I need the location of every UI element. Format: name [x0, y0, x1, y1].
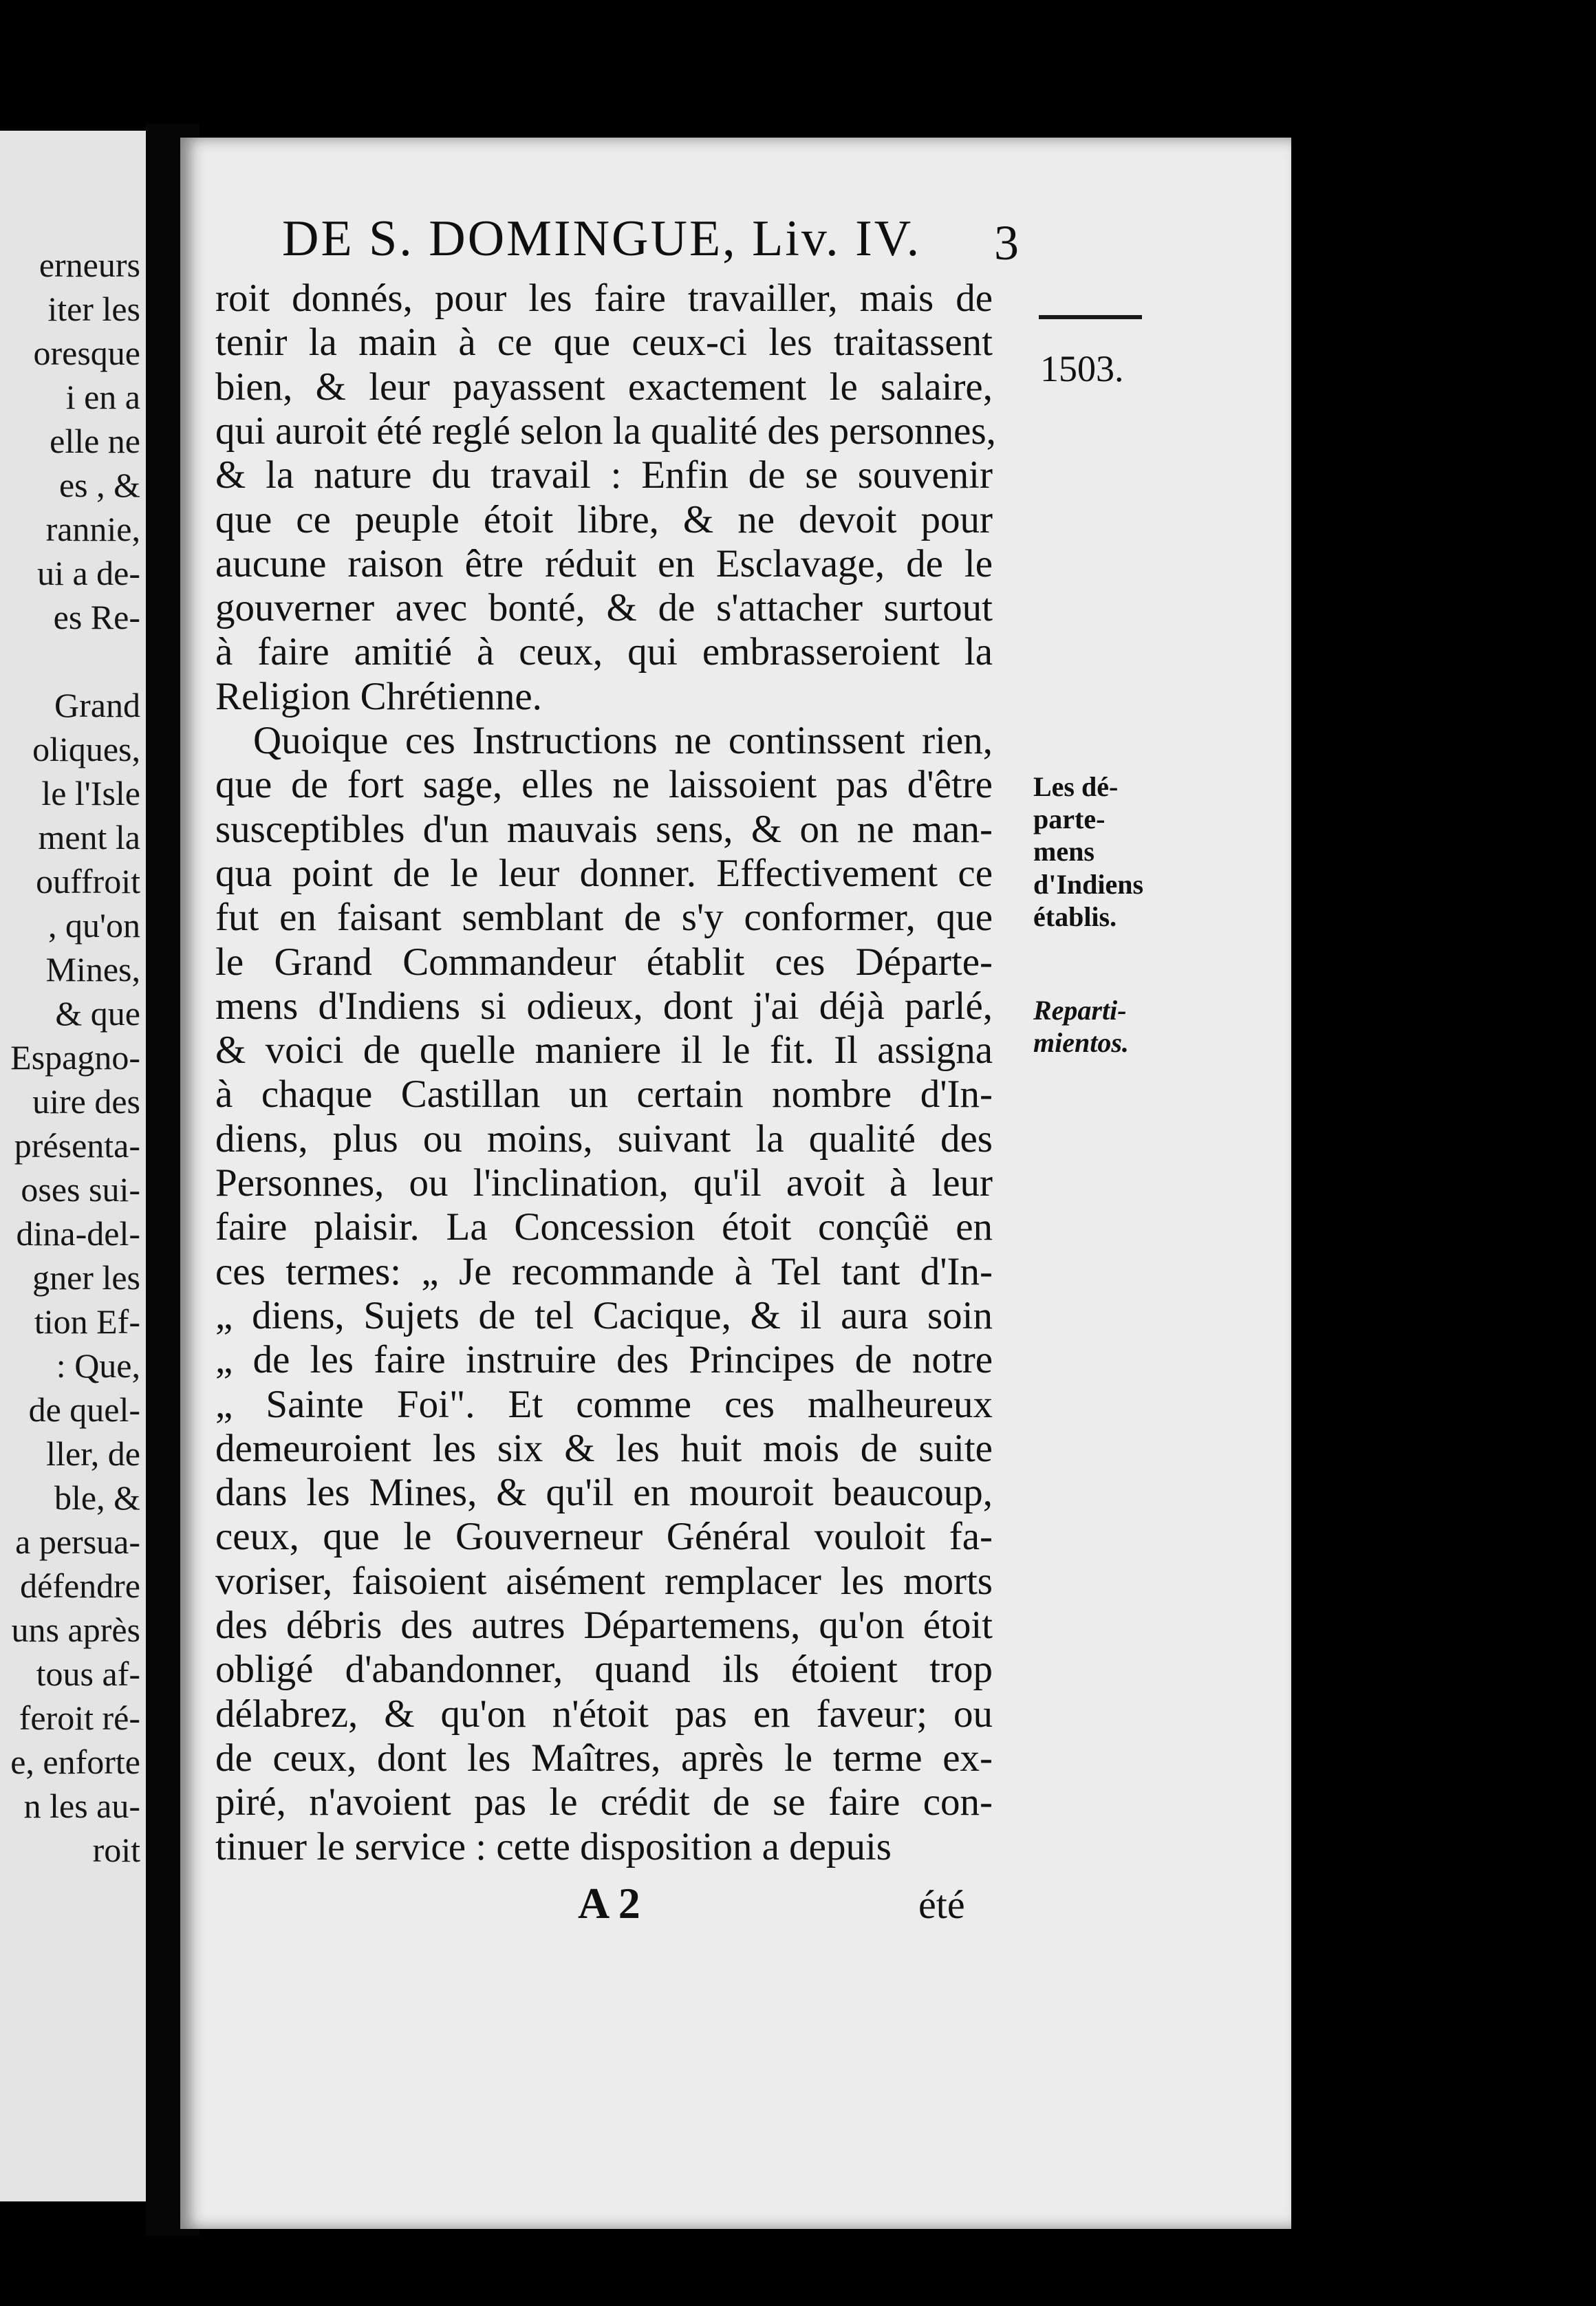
body-line: de ceux, dont les Maîtres, après le terme ex-: [215, 1736, 993, 1780]
margin-note-line: mientos.: [1033, 1027, 1129, 1059]
body-line: dans les Mines, & qu'il en mouroit beaucoup,: [215, 1471, 993, 1515]
body-line: gouverner avec bonté, & de s'attacher surtout: [215, 586, 993, 630]
body-line: le Grand Commandeur établit ces Départe-: [215, 940, 993, 984]
body-line: Religion Chrétienne.: [215, 674, 542, 718]
running-head: DE S. DOMINGUE, Liv. IV.: [282, 211, 922, 267]
left-page-line: Mines,: [45, 950, 140, 989]
left-page-line: n les au-: [23, 1787, 140, 1825]
left-page-line: défendre: [20, 1566, 140, 1605]
left-page-line: ouffroit: [36, 862, 140, 901]
left-page-line: rannie,: [45, 510, 140, 548]
left-page-line: es , &: [58, 466, 140, 504]
body-line: délabrez, & qu'on n'étoit pas en faveur; ou: [215, 1692, 993, 1736]
body-line: piré, n'avoient pas le crédit de se faire con-: [215, 1780, 993, 1824]
margin-note-line: mens: [1033, 836, 1094, 868]
margin-note-line: parte-: [1033, 804, 1106, 835]
left-page-line: dina-del-: [16, 1214, 140, 1253]
left-page-line: : Que,: [56, 1346, 140, 1385]
left-page-line: ble, &: [54, 1478, 140, 1517]
page-number: 3: [994, 215, 1019, 270]
body-line: ceux, que le Gouverneur Général vouloit fa-: [215, 1515, 993, 1559]
body-line: tinuer le service : cette disposition a depuis: [215, 1824, 892, 1868]
body-line: aucune raison être réduit en Esclavage, de le: [215, 541, 993, 585]
left-page-line: oliques,: [32, 730, 140, 768]
left-page-line: uire des: [32, 1082, 140, 1121]
margin-rule: [1039, 315, 1142, 319]
left-page-line: Grand: [54, 686, 140, 724]
left-page-line: & que: [55, 994, 140, 1033]
left-page-line: le l'Isle: [41, 774, 140, 812]
body-line: „ diens, Sujets de tel Cacique, & il aura soin: [215, 1293, 993, 1337]
left-page-line: Espagno-: [10, 1038, 140, 1077]
left-page-line: uns après: [11, 1610, 140, 1649]
left-page-line: oses sui-: [21, 1170, 140, 1209]
body-line: bien, & leur payassent exactement le salaire,: [215, 365, 993, 409]
body-line: Personnes, ou l'inclination, qu'il avoit à leur: [215, 1161, 993, 1205]
body-line: Quoique ces Instructions ne continssent rien,: [253, 719, 993, 762]
body-line: faire plaisir. La Concession étoit conçûë en: [215, 1205, 993, 1249]
body-line: roit donnés, pour les faire travailler, mais de: [215, 277, 993, 320]
left-page-line: erneurs: [39, 246, 140, 284]
left-page-line: i en a: [65, 378, 140, 416]
margin-note-line: Reparti-: [1033, 995, 1127, 1026]
left-page-line: , qu'on: [47, 906, 140, 945]
left-page-line: gner les: [32, 1258, 140, 1297]
body-line: „ Sainte Foi". Et comme ces malheureux: [215, 1382, 993, 1426]
left-page-line: oresque: [33, 334, 140, 372]
margin-note-line: d'Indiens: [1033, 868, 1144, 900]
body-line: ces termes: „ Je recommande à Tel tant d'In-: [215, 1249, 993, 1293]
left-page-line: ment la: [38, 818, 140, 856]
left-page-line: tous af-: [36, 1655, 140, 1693]
body-line: mens d'Indiens si odieux, dont j'ai déjà parlé,: [215, 984, 993, 1028]
margin-year: 1503.: [1040, 348, 1124, 389]
margin-note-line: Les dé-: [1033, 771, 1119, 802]
body-line: voriser, faisoient aisément remplacer les morts: [215, 1559, 993, 1603]
body-line: „ de les faire instruire des Principes de notre: [215, 1338, 993, 1382]
body-line: qua point de le leur donner. Effectivement ce: [215, 851, 993, 895]
body-line: à chaque Castillan un certain nombre d'In-: [215, 1073, 993, 1117]
margin-note-repartimientos: [1033, 994, 1150, 1059]
body-line: des débris des autres Départemens, qu'on étoit: [215, 1604, 993, 1647]
body-line: demeuroient les six & les huit mois de suite: [215, 1426, 993, 1470]
left-page-line: de quel-: [28, 1390, 140, 1429]
margin-note-line: établis.: [1033, 901, 1117, 932]
left-page-fragment: [0, 131, 146, 2201]
body-line: à faire amitié à ceux, qui embrasseroient la: [215, 630, 993, 674]
left-page-line: ller, de: [46, 1434, 140, 1473]
body-line: que de fort sage, elles ne laissoient pas d'être: [215, 763, 993, 807]
body-line: que ce peuple étoit libre, & ne devoit pour: [215, 497, 993, 541]
left-page-line: roit: [92, 1831, 140, 1869]
body-line: fut en faisant semblant de s'y conformer, que: [215, 896, 993, 940]
body-line: diens, plus ou moins, suivant la qualité des: [215, 1117, 993, 1161]
left-page-line: es Re-: [53, 598, 140, 636]
signature-mark: A 2: [578, 1879, 640, 1928]
body-line: qui auroit été reglé selon la qualité des personnes,: [215, 409, 996, 453]
body-line: & voici de quelle maniere il le fit. Il assigna: [215, 1028, 993, 1073]
body-line: tenir la main à ce que ceux-ci les traitassent: [215, 321, 993, 365]
body-line: & la nature du travail : Enfin de se souvenir: [215, 453, 993, 497]
left-page-line: présenta-: [14, 1126, 140, 1165]
left-page-line: elle ne: [50, 422, 140, 460]
left-page-line: a persua-: [15, 1522, 140, 1561]
left-page-line: tion Ef-: [34, 1302, 140, 1341]
left-page-line: e, enforte: [10, 1743, 140, 1781]
body-line: susceptibles d'un mauvais sens, & on ne man-: [215, 807, 993, 851]
left-page-line: iter les: [47, 290, 140, 328]
catchword: été: [918, 1882, 965, 1927]
margin-note-departemens: [1033, 771, 1150, 933]
left-page-line: feroit ré-: [19, 1699, 140, 1737]
body-line: obligé d'abandonner, quand ils étoient trop: [215, 1648, 993, 1692]
left-page-line: ui a de-: [37, 554, 140, 592]
